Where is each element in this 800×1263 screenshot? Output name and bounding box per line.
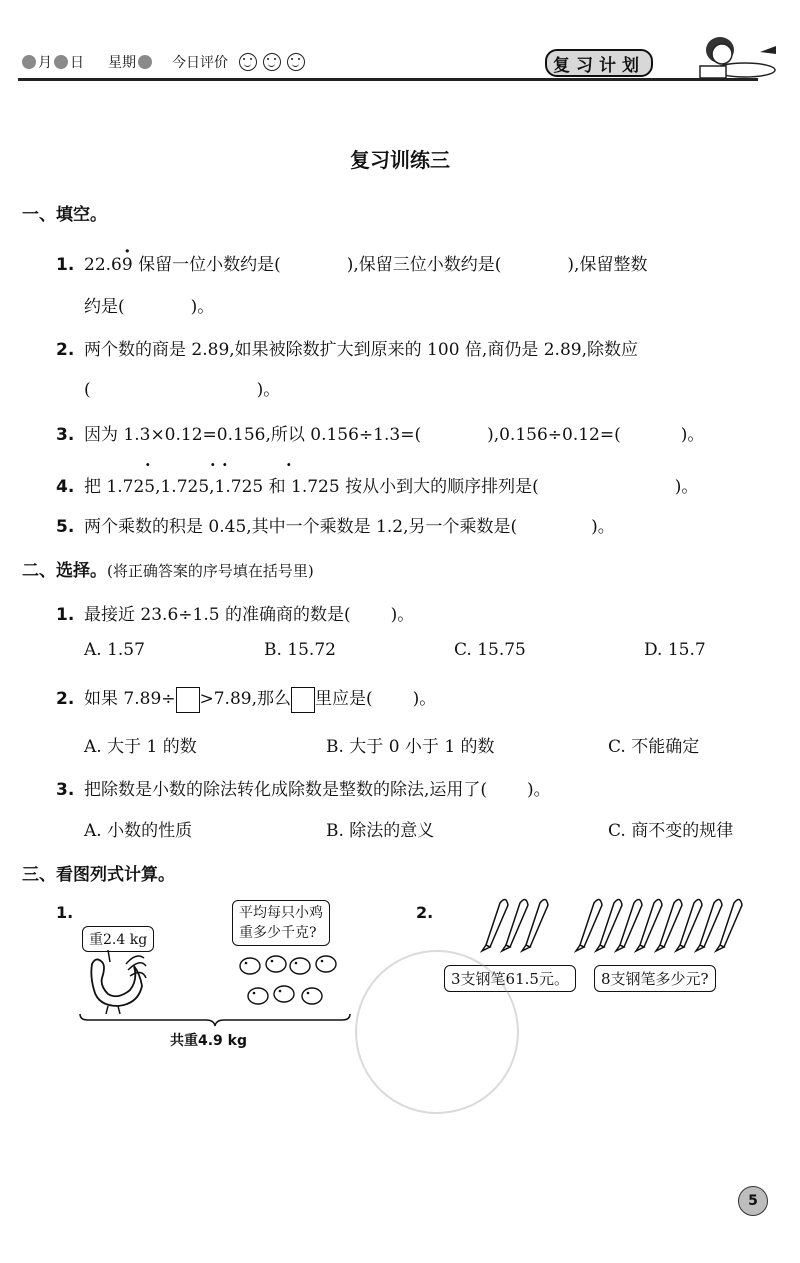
section-heading-text: 二、选择。 (22, 561, 107, 581)
question-text: ),保留整数 (567, 255, 648, 275)
number-part: 22.6 (84, 255, 122, 275)
option-a[interactable]: A. 小数的性质 (84, 821, 193, 841)
option-a[interactable]: A. 大于 1 的数 (84, 737, 197, 757)
question-2-1 (56, 600, 414, 625)
watermark-stamp (332, 927, 542, 1137)
question-text: 里应是( (315, 689, 373, 709)
empty-box (176, 687, 200, 713)
question-1-4 (56, 472, 698, 497)
question-text: 两个数的商是 2.89,如果被除数扩大到原来的 100 倍,商仍是 2.89,除数应 (84, 340, 638, 360)
question-1-2-cont (84, 375, 280, 400)
question-2-3 (56, 775, 551, 800)
option-c[interactable]: C. 15.75 (454, 640, 526, 660)
page-title: 复习训练三 (350, 148, 450, 172)
header-rule (18, 78, 758, 81)
date-header (20, 48, 308, 76)
bubble-line: 平均每只小鸡 (239, 905, 323, 921)
given-price-label: 3支钢笔61.5元。 (444, 965, 576, 992)
question-text: )。 (390, 605, 415, 625)
question-number: 2. (56, 340, 75, 360)
option-b[interactable]: B. 大于 0 小于 1 的数 (326, 737, 495, 757)
question-text: )。 (674, 477, 699, 497)
chick-question-bubble (232, 900, 330, 946)
question-number: 1. (56, 605, 75, 625)
option-b[interactable]: B. 15.72 (264, 640, 336, 660)
problem-1-number: 1. (56, 903, 74, 922)
weekday-label: 星期 (108, 55, 136, 71)
question-text: >7.89,那么 (199, 689, 291, 709)
empty-box (291, 687, 315, 713)
option-b[interactable]: B. 除法的意义 (326, 821, 435, 841)
question-number: 2. (56, 689, 75, 709)
rooster-weight-label: 重2.4 kg (82, 926, 154, 952)
question-text: )。 (190, 297, 215, 317)
chicks-icon (236, 952, 340, 1012)
question-price-label: 8支钢笔多少元? (594, 965, 716, 992)
question-text: ),保留三位小数约是( (346, 255, 502, 275)
question-text: ( (84, 380, 91, 400)
section-note: (将正确答案的序号填在括号里) (107, 562, 314, 580)
question-1-5 (56, 512, 615, 537)
repeating-digit: 9 · (122, 255, 133, 275)
section-fill-in-heading: 一、填空。 (22, 205, 107, 225)
smiley-face-icon (287, 53, 305, 71)
question-text: )。 (412, 689, 437, 709)
page-number: 5 (738, 1186, 768, 1216)
rating-label: 今日评价 (172, 55, 228, 71)
question-text: )。 (591, 517, 615, 537)
question-text: 把除数是小数的除法转化成除数是整数的除法,运用了( (84, 780, 488, 800)
reading-girl-icon (690, 30, 780, 82)
section-picture-calc-heading: 三、看图列式计算。 (22, 865, 175, 885)
question-2-2 (56, 684, 436, 713)
rooster-icon (78, 950, 148, 1016)
question-text: 因为 1.3×0.12=0.156,所以 0.156÷1.3=( (84, 425, 422, 445)
question-1-2 (56, 335, 638, 360)
month-circle (22, 55, 36, 69)
question-text: 最接近 23.6÷1.5 的准确商的数是( (84, 605, 351, 625)
smiley-face-icon (239, 53, 257, 71)
question-number: 1. (56, 255, 75, 275)
question-text: 把 1.725,1.725,1.725 和 1.725 按从小到大的顺序排列是( (84, 477, 539, 497)
question-text: 保留一位小数约是( (138, 255, 281, 275)
bubble-line: 重多少千克? (239, 925, 317, 941)
option-d[interactable]: D. 15.7 (644, 640, 706, 660)
question-number: 3. (56, 780, 75, 800)
question-1-3 (56, 420, 704, 445)
question-text: ),0.156÷0.12=( (487, 425, 621, 445)
problem-2-number: 2. (416, 903, 434, 922)
question-number: 4. (56, 477, 75, 497)
question-text: 两个乘数的积是 0.45,其中一个乘数是 1.2,另一个乘数是( (84, 517, 518, 537)
question-1-1-cont (84, 292, 214, 317)
question-text: )。 (680, 425, 705, 445)
total-weight-label: 共重4.9 kg (170, 1033, 248, 1049)
question-number: 3. (56, 425, 75, 445)
question-text: )。 (256, 380, 281, 400)
weekday-circle (138, 55, 152, 69)
three-pens-icon (476, 893, 556, 953)
eight-pens-icon (570, 893, 750, 953)
question-1-1 (56, 250, 647, 275)
option-c[interactable]: C. 不能确定 (608, 737, 700, 757)
total-brace (78, 1012, 352, 1028)
smiley-face-icon (263, 53, 281, 71)
month-label: 月 (38, 55, 52, 71)
day-circle (54, 55, 68, 69)
review-plan-banner: 复习计划 (545, 49, 653, 77)
option-a[interactable]: A. 1.57 (84, 640, 145, 660)
question-number: 5. (56, 517, 75, 537)
option-c[interactable]: C. 商不变的规律 (608, 821, 734, 841)
section-choice-heading (22, 556, 314, 581)
question-text: 约是( (84, 297, 125, 317)
question-text: )。 (527, 780, 551, 800)
question-text: 如果 7.89÷ (84, 689, 176, 709)
day-label: 日 (70, 55, 84, 71)
